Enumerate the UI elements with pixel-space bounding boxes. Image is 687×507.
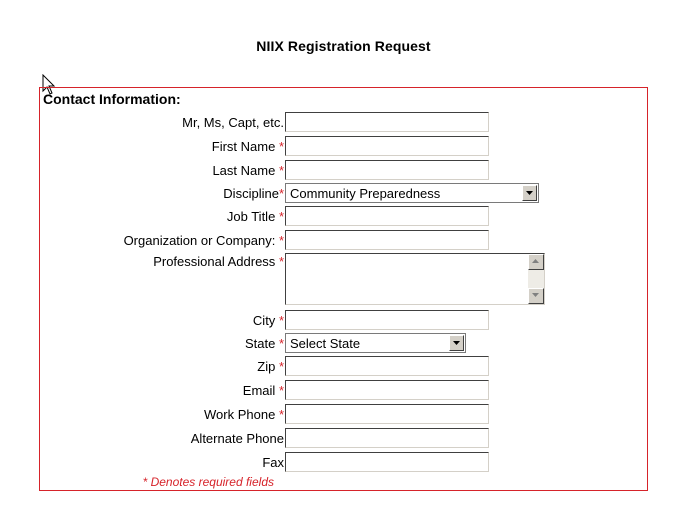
scroll-up-button[interactable]: [528, 254, 544, 270]
chevron-down-icon: [526, 191, 533, 195]
alternate-phone-input[interactable]: [285, 428, 489, 448]
city-label: City *: [252, 313, 284, 328]
zip-label: Zip *: [257, 359, 284, 374]
page-title: NIIX Registration Request: [256, 38, 431, 54]
email-input[interactable]: [285, 380, 489, 400]
address-scrollbar[interactable]: [528, 254, 544, 304]
discipline-selected-value: Community Preparedness: [290, 186, 441, 201]
section-heading: Contact Information:: [43, 91, 181, 107]
work-phone-input[interactable]: [285, 404, 489, 424]
required-fields-note: * Denotes required fields: [142, 475, 274, 489]
fax-row: [0, 452, 687, 474]
address-row: [0, 253, 687, 307]
first-name-row: [0, 136, 687, 158]
required-marker: *: [278, 233, 284, 248]
job-title-label: Job Title *: [226, 209, 284, 224]
discipline-row: [0, 183, 687, 205]
discipline-dropdown-button[interactable]: [522, 185, 537, 201]
job-title-row: [0, 206, 687, 228]
state-selected-value: Select State: [290, 336, 361, 351]
state-label: State *: [244, 336, 284, 351]
zip-row: [0, 356, 687, 378]
last-name-row: [0, 160, 687, 182]
required-marker: *: [278, 313, 284, 328]
required-marker: *: [278, 407, 284, 422]
fax-label: Fax: [262, 455, 284, 470]
required-marker: *: [278, 336, 284, 351]
required-marker: *: [278, 186, 284, 201]
discipline-label: Discipline*: [223, 186, 284, 201]
last-name-label: Last Name *: [212, 163, 284, 178]
last-name-input[interactable]: [285, 160, 489, 180]
state-dropdown-button[interactable]: [449, 335, 464, 351]
chevron-up-icon: [532, 259, 539, 263]
chevron-down-icon: [453, 341, 460, 345]
zip-input[interactable]: [285, 356, 489, 376]
state-row: [0, 333, 687, 355]
state-select[interactable]: [285, 333, 466, 353]
city-input[interactable]: [285, 310, 489, 330]
address-textarea[interactable]: [285, 253, 545, 305]
email-row: [0, 380, 687, 402]
organization-row: [0, 230, 687, 252]
required-marker: *: [278, 209, 284, 224]
address-label: Professional Address *: [153, 254, 284, 269]
alternate-phone-label: Alternate Phone: [190, 431, 284, 446]
fax-input[interactable]: [285, 452, 489, 472]
alternate-phone-row: [0, 428, 687, 450]
first-name-input[interactable]: [285, 136, 489, 156]
work-phone-label: Work Phone *: [204, 407, 284, 422]
city-row: [0, 310, 687, 332]
first-name-label: First Name *: [211, 139, 284, 154]
job-title-input[interactable]: [285, 206, 489, 226]
salutation-input[interactable]: [285, 112, 489, 132]
email-label: Email *: [242, 383, 284, 398]
required-marker: *: [278, 254, 284, 269]
work-phone-row: [0, 404, 687, 426]
required-marker: *: [278, 163, 284, 178]
salutation-row: [0, 112, 687, 134]
scroll-down-button[interactable]: [528, 288, 544, 304]
organization-input[interactable]: [285, 230, 489, 250]
discipline-select[interactable]: [285, 183, 539, 203]
organization-label: Organization or Company: *: [123, 233, 284, 248]
required-marker: *: [278, 383, 284, 398]
required-marker: *: [278, 359, 284, 374]
salutation-label: Mr, Ms, Capt, etc.: [182, 115, 284, 130]
required-marker: *: [278, 139, 284, 154]
chevron-down-icon: [532, 293, 539, 297]
